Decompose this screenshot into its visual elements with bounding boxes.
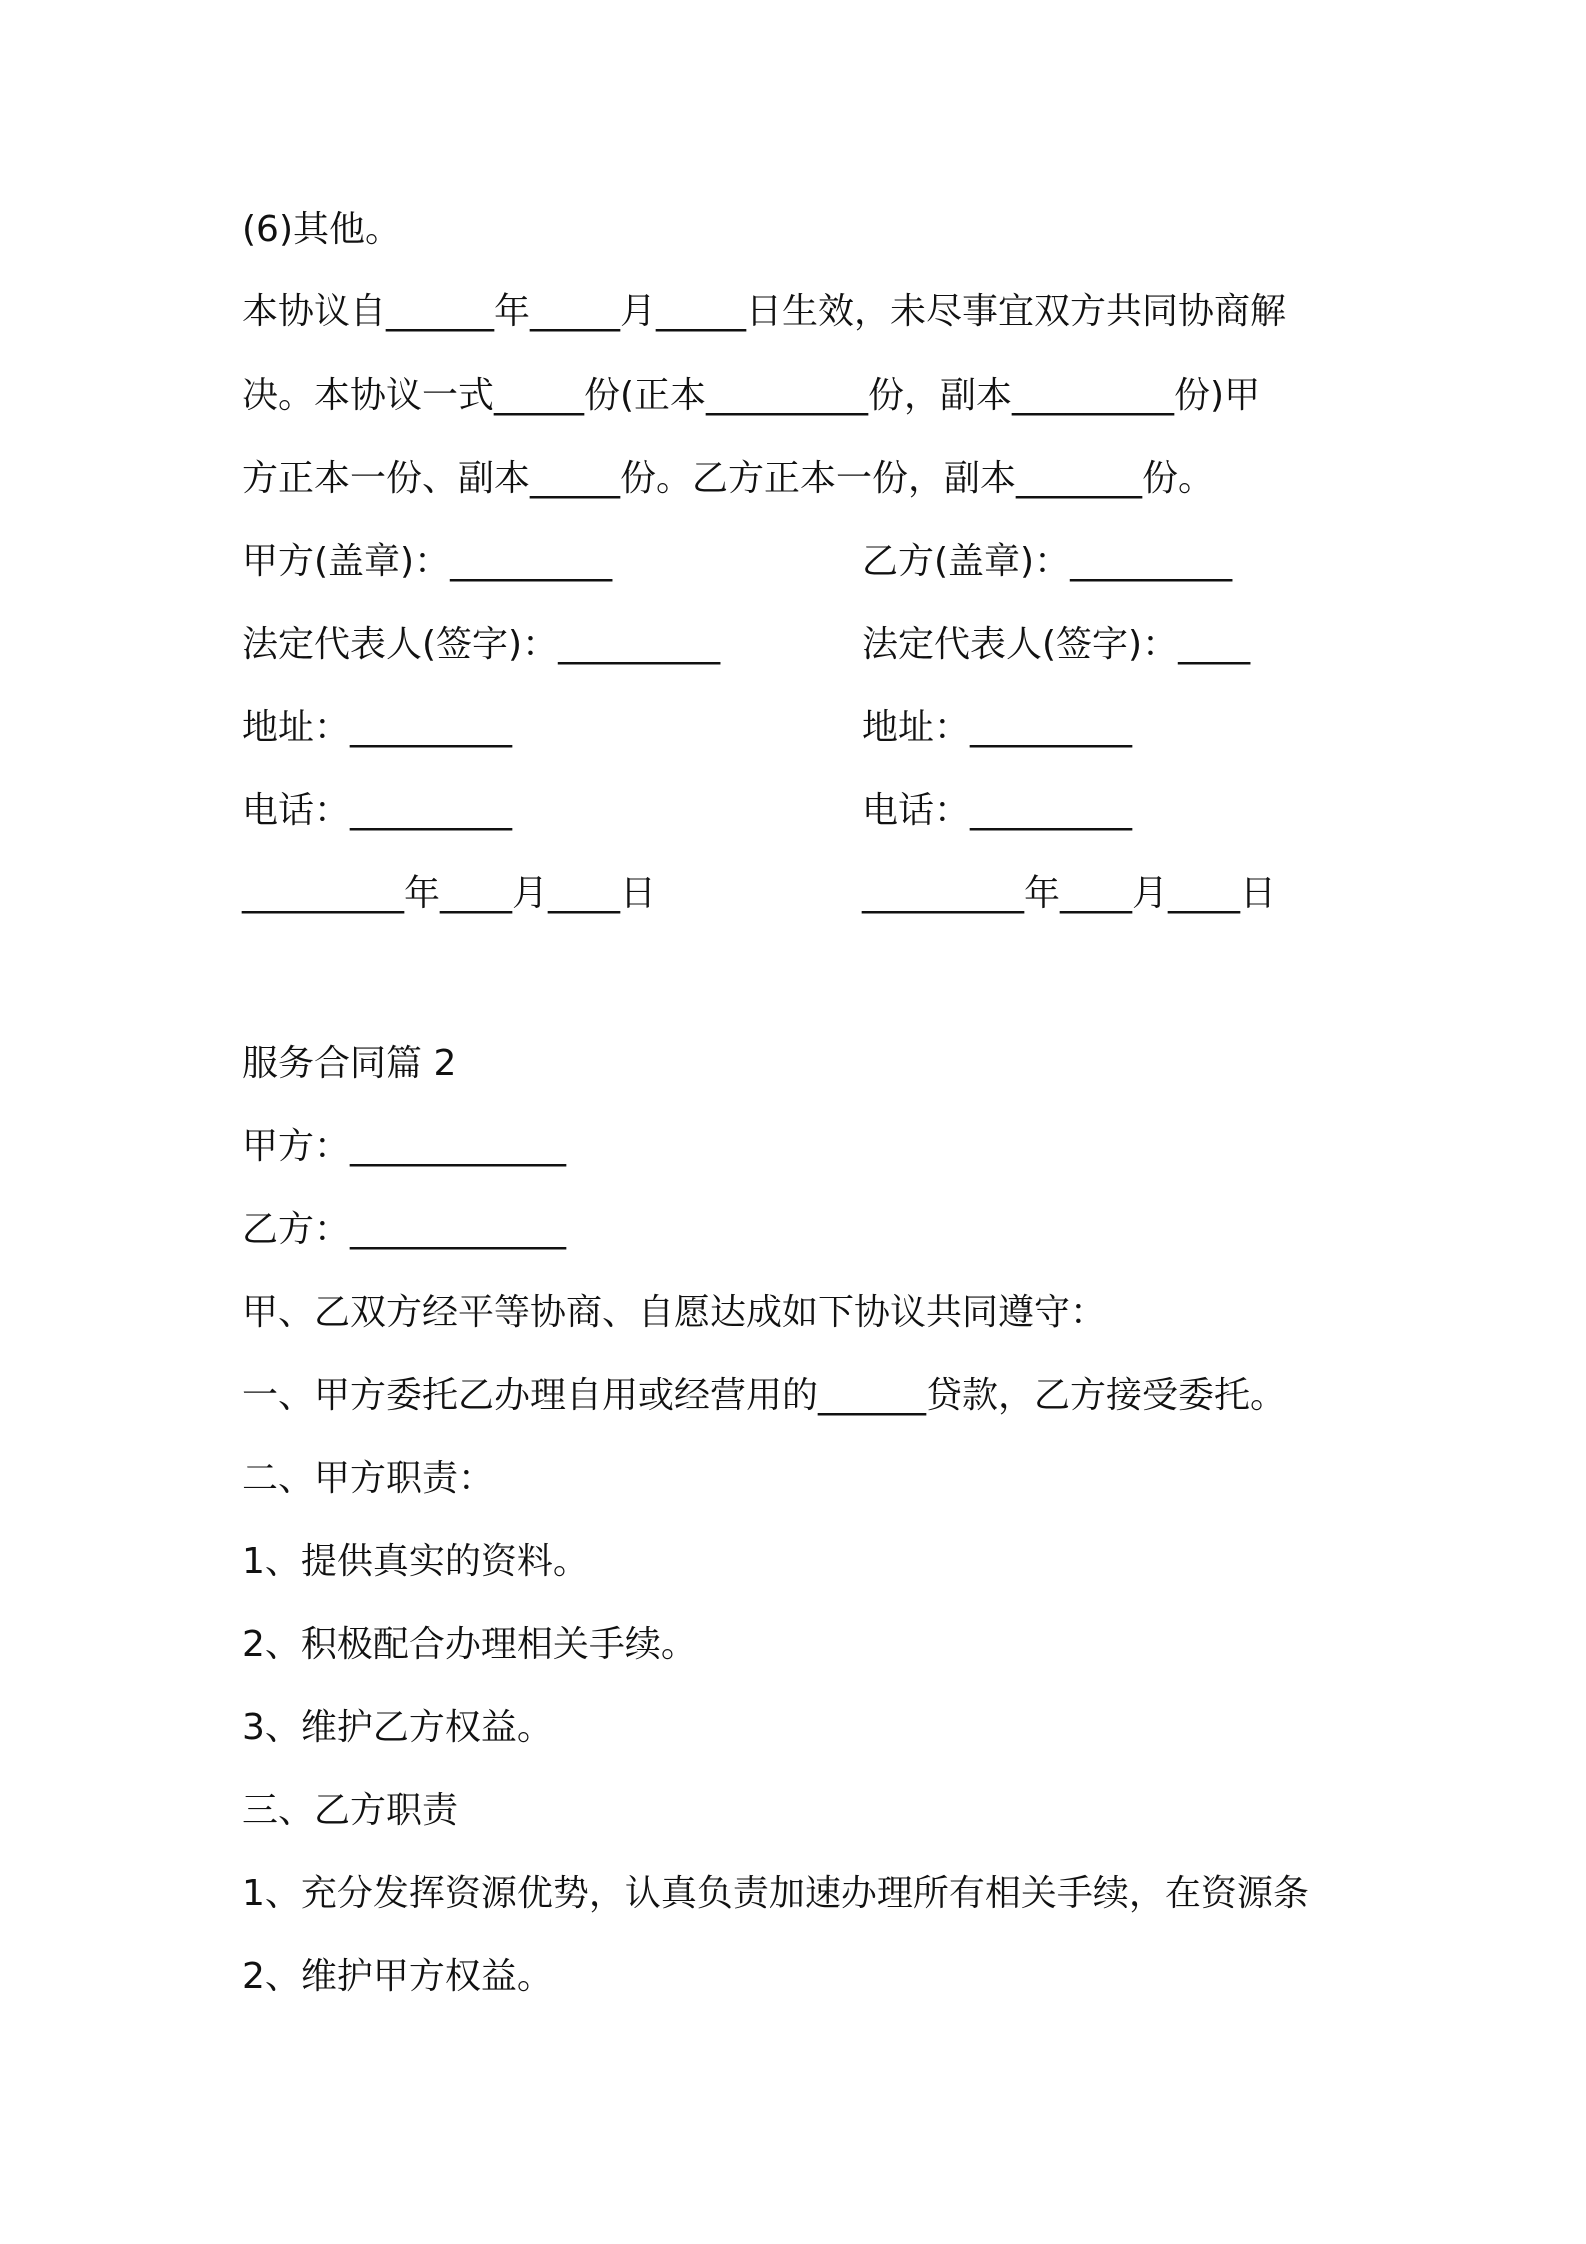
clause-2-item: 2、积极配合办理相关手续。 [242, 1624, 697, 1665]
party-a-phone: 电话：_________ [242, 790, 513, 831]
party-a-representative: 法定代表人(签字)：_________ [242, 624, 721, 665]
clause-3-item: 2、维护甲方权益。 [242, 1956, 553, 1997]
clause-3-title: 三、乙方职责 [242, 1790, 459, 1831]
party-a-seal: 甲方(盖章)：_________ [242, 541, 613, 582]
party-a-date: _________年____月____日 [242, 873, 656, 914]
party-b-representative: 法定代表人(签字)：____ [862, 624, 1251, 665]
party-b-date: _________年____月____日 [862, 873, 1276, 914]
effect-line-3: 方正本一份、副本_____份。乙方正本一份，副本_______份。 [242, 458, 1215, 499]
section-2-party-b: 乙方：____________ [242, 1209, 567, 1250]
other-item: (6)其他。 [242, 209, 401, 250]
party-b-phone: 电话：_________ [862, 790, 1133, 831]
section-2-party-a: 甲方：____________ [242, 1126, 567, 1167]
section-2-intro: 甲、乙双方经平等协商、自愿达成如下协议共同遵守： [242, 1292, 1107, 1333]
clause-3-item: 1、充分发挥资源优势，认真负责加速办理所有相关手续，在资源条 [242, 1873, 1309, 1914]
party-b-address: 地址：_________ [862, 707, 1133, 748]
clause-1: 一、甲方委托乙办理自用或经营用的______贷款，乙方接受委托。 [242, 1375, 1287, 1416]
party-b-seal: 乙方(盖章)：_________ [862, 541, 1233, 582]
clause-2-title: 二、甲方职责： [242, 1458, 495, 1499]
effect-line-2: 决。本协议一式_____份(正本_________份，副本_________份)甲 [242, 375, 1261, 416]
effect-line-1: 本协议自______年_____月_____日生效，未尽事宜双方共同协商解 [242, 291, 1287, 332]
clause-2-item: 3、维护乙方权益。 [242, 1707, 553, 1748]
party-a-address: 地址：_________ [242, 707, 513, 748]
clause-2-item: 1、提供真实的资料。 [242, 1541, 589, 1582]
section-2-title: 服务合同篇 2 [242, 1043, 457, 1084]
